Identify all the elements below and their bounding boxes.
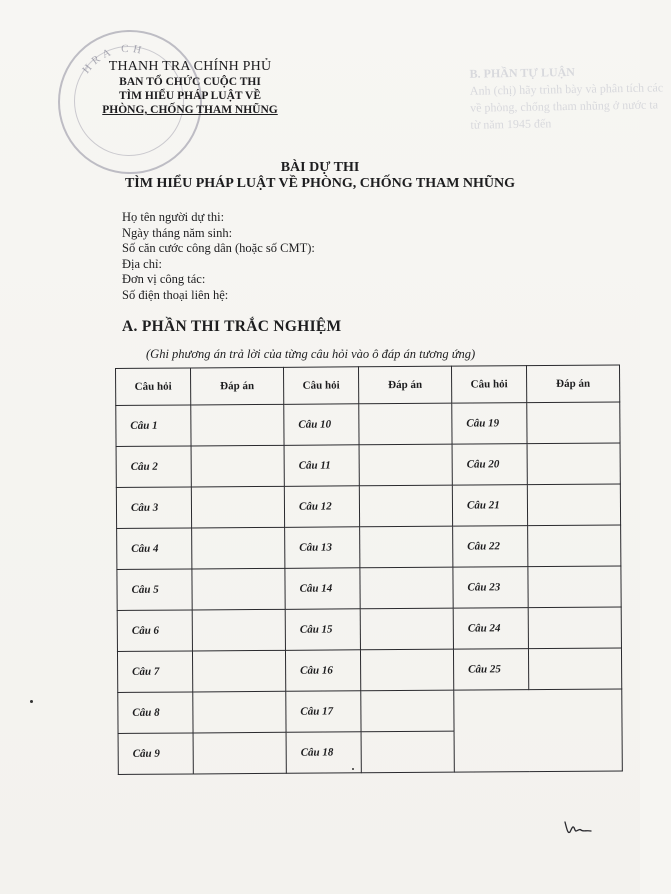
question-label: Câu 21 [452,485,527,527]
table-row [116,402,620,447]
back-side-bleed-text [469,62,670,133]
question-label: Câu 22 [453,526,528,568]
question-label: Câu 9 [118,733,193,775]
answer-cell[interactable] [360,567,453,609]
question-label: Câu 11 [284,445,359,487]
bleed-title: B. PHẦN TỰ LUẬN [469,64,576,81]
bleed-line: về phòng, chống tham nhũng ở nước ta từ năm 1945 đến [470,97,659,132]
question-label: Câu 20 [452,444,527,486]
question-label: Câu 2 [116,446,191,488]
question-label: Câu 5 [117,569,192,611]
question-label: Câu 19 [452,403,527,445]
question-label: Câu 12 [284,486,359,528]
question-label: Câu 13 [285,527,360,569]
answer-cell[interactable] [528,607,621,649]
answer-cell[interactable] [361,690,454,732]
question-label: Câu 6 [117,610,192,652]
question-label: Câu 10 [284,404,359,446]
table-row [116,443,620,488]
answer-cell[interactable] [361,731,454,773]
table-row [117,566,621,611]
table-row [117,648,621,693]
bleed-line: Anh (chị) hãy trình bày và phân tích các [469,80,664,98]
header-question: Câu hỏi [283,367,358,405]
answer-cell[interactable] [528,566,621,608]
question-label: Câu 7 [117,651,192,693]
document-subtitle: TÌM HIỂU PHÁP LUẬT VỀ PHÒNG, CHỐNG THAM NHŨNG [124,176,516,191]
header-answer: Đáp án [358,366,451,404]
answer-cell[interactable] [527,443,620,485]
answer-cell[interactable] [192,650,285,692]
question-label: Câu 25 [453,649,528,691]
answer-cell[interactable] [359,403,452,445]
question-label: Câu 3 [116,487,191,529]
table-row [117,607,621,652]
question-label: Câu 23 [453,567,528,609]
document-title: BÀI DỰ THI [280,160,360,175]
answer-cell[interactable] [193,732,286,774]
svg-text:HRA CH: HRA CH [80,42,147,76]
question-label: Câu 4 [117,528,192,570]
field-workplace: Đơn vị công tác: [122,272,206,286]
table-row [116,484,620,529]
answer-cell[interactable] [360,526,453,568]
empty-merged-cell [454,689,623,772]
answer-cell[interactable] [192,568,285,610]
org-line-3: TÌM HIỂU PHÁP LUẬT VỀ [118,90,262,102]
header-answer: Đáp án [526,365,619,403]
section-a-heading: A. PHẦN THI TRẮC NGHIỆM [122,318,342,335]
question-label: Câu 16 [285,650,360,692]
answer-cell[interactable] [359,444,452,486]
answer-cell[interactable] [193,691,286,733]
answer-cell[interactable] [360,608,453,650]
answer-cell[interactable] [360,649,453,691]
org-line-2: BAN TỔ CHỨC CUỘC THI [119,76,261,88]
table-row [117,525,621,570]
scan-speck [30,700,33,703]
question-label: Câu 15 [285,609,360,651]
field-id-number: Số căn cước công dân (hoặc số CMT): [122,241,315,255]
answer-cell[interactable] [191,486,284,528]
answer-cell[interactable] [191,445,284,487]
section-a-instruction: (Ghi phương án trả lời của từng câu hỏi vào ô đáp án tương ứng) [146,347,476,361]
answer-cell[interactable] [528,648,621,690]
question-label: Câu 14 [285,568,360,610]
organization-header [90,58,290,117]
org-line-4: PHÒNG, CHỐNG THAM NHŨNG [102,104,278,116]
answer-table-header [116,365,620,406]
answer-cell[interactable] [527,484,620,526]
answer-cell[interactable] [528,525,621,567]
handwritten-signature [563,818,593,838]
answer-cell[interactable] [191,404,284,446]
question-label: Câu 18 [286,732,361,774]
participant-info-fields [122,210,315,303]
answer-cell[interactable] [527,402,620,444]
field-address: Địa chỉ: [122,256,162,271]
org-line-1: THANH TRA CHÍNH PHỦ [108,59,272,74]
field-full-name: Họ tên người dự thi: [122,210,225,224]
scan-speck [352,768,354,770]
question-label: Câu 8 [118,692,193,734]
field-birth-date: Ngày tháng năm sinh: [122,225,233,240]
field-phone: Số điện thoại liên hệ: [122,287,229,302]
table-row [118,689,622,734]
question-label: Câu 24 [453,608,528,650]
header-question: Câu hỏi [116,368,191,406]
header-question: Câu hỏi [451,366,526,404]
answer-table [115,364,623,775]
answer-cell[interactable] [359,485,452,527]
answer-cell[interactable] [192,527,285,569]
question-label: Câu 1 [116,405,191,447]
header-answer: Đáp án [191,367,284,405]
question-label: Câu 17 [286,691,361,733]
answer-cell[interactable] [192,609,285,651]
